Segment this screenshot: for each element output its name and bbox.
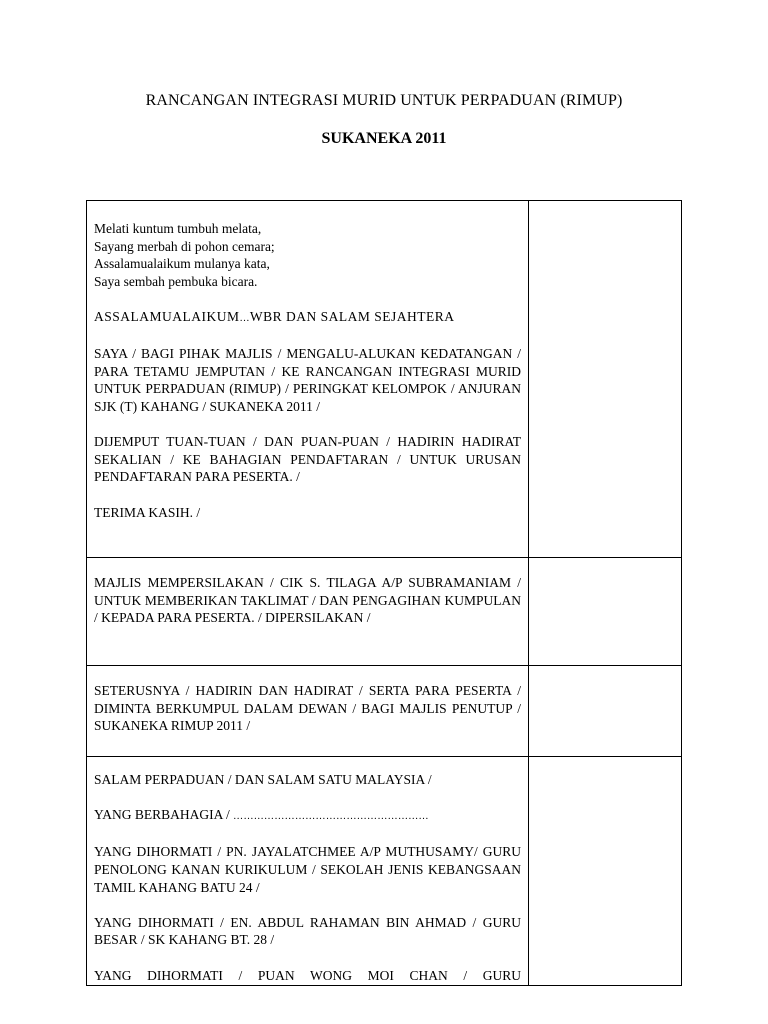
honourable-dots: ………………………………………………… [233, 811, 429, 823]
script-table [86, 200, 682, 986]
document-title: RANCANGAN INTEGRASI MURID UNTUK PERPADUAN (RIMUP) [145, 92, 623, 109]
pantun-line: Melati kuntum tumbuh melata, [94, 221, 262, 236]
salutation-line: SALAM PERPADUAN / DAN SALAM SATU MALAYSIA / [94, 772, 432, 787]
pantun-line: Assalamualaikum mulanya kata, [94, 256, 270, 272]
opening-pantun [94, 220, 521, 290]
registration-paragraph: DIJEMPUT TUAN-TUAN / DAN PUAN-PUAN / HADIRIN HADIRAT SEKALIAN / KE BAHAGIAN PENDAFTARAN / UNTUK URUSAN PENDAFTARAN PARA PESERTA. / [94, 434, 521, 485]
guest-paragraph-3: YANG DIHORMATI / PUAN WONG MOI CHAN / GURU [94, 967, 521, 983]
greeting-dots: … [239, 312, 250, 324]
greeting-prefix: ASSALAMUALAIKUM [94, 308, 240, 324]
guest-paragraph-2: YANG DIHORMATI / EN. ABDUL RAHAMAN BIN AHMAD / GURU BESAR / SK KAHANG BT. 28 / [94, 914, 521, 948]
table-row-2 [94, 574, 521, 660]
welcome-paragraph: SAYA / BAGI PIHAK MAJLIS / MENGALU-ALUKAN KEDATANGAN / PARA TETAMU JEMPUTAN / KE RANCANGAN INTEGRASI MURID UNTUK PERPADUAN (RIMUP) / PERINGKAT KELOMPOK / ANJURAN SJK (T) KAHANG / SUKANEKA 2011 / [94, 346, 521, 414]
briefing-paragraph: MAJLIS MEMPERSILAKAN / CIK S. TILAGA A/P SUBRAMANIAM / UNTUK MEMBERIKAN TAKLIMAT / DAN PENGAGIHAN KUMPULAN / KEPADA PARA PESERTA. / DIPERSILAKAN / [94, 575, 521, 626]
row-divider [87, 756, 681, 757]
guest-paragraph-1: YANG DIHORMATI / PN. JAYALATCHMEE A/P MUTHUSAMY/ GURU PENOLONG KANAN KURIKULUM / SEKOLAH JENIS KEBANGSAAN TAMIL KAHANG BATU 24 / [94, 844, 521, 895]
column-divider [528, 201, 529, 985]
honourable-line [94, 806, 521, 826]
greeting-line [94, 308, 521, 328]
table-row-4 [94, 771, 521, 985]
thanks-line: TERIMA KASIH. / [94, 504, 201, 520]
row-divider [87, 557, 681, 558]
greeting-suffix: WBR DAN SALAM SEJAHTERA [249, 308, 455, 324]
honourable-prefix: YANG BERBAHAGIA / [94, 807, 230, 823]
table-row-3 [94, 682, 521, 752]
pantun-line: Saya sembah pembuka bicara. [94, 273, 258, 289]
assembly-paragraph: SETERUSNYA / HADIRIN DAN HADIRAT / SERTA PARA PESERTA / DIMINTA BERKUMPUL DALAM DEWAN / BAGI MAJLIS PENUTUP / SUKANEKA RIMUP 2011 / [94, 683, 521, 734]
document-subtitle: SUKANEKA 2011 [321, 130, 447, 147]
pantun-line: Sayang merbah di pohon cemara; [94, 238, 275, 254]
table-row-1 [94, 220, 521, 552]
row-divider [87, 665, 681, 666]
